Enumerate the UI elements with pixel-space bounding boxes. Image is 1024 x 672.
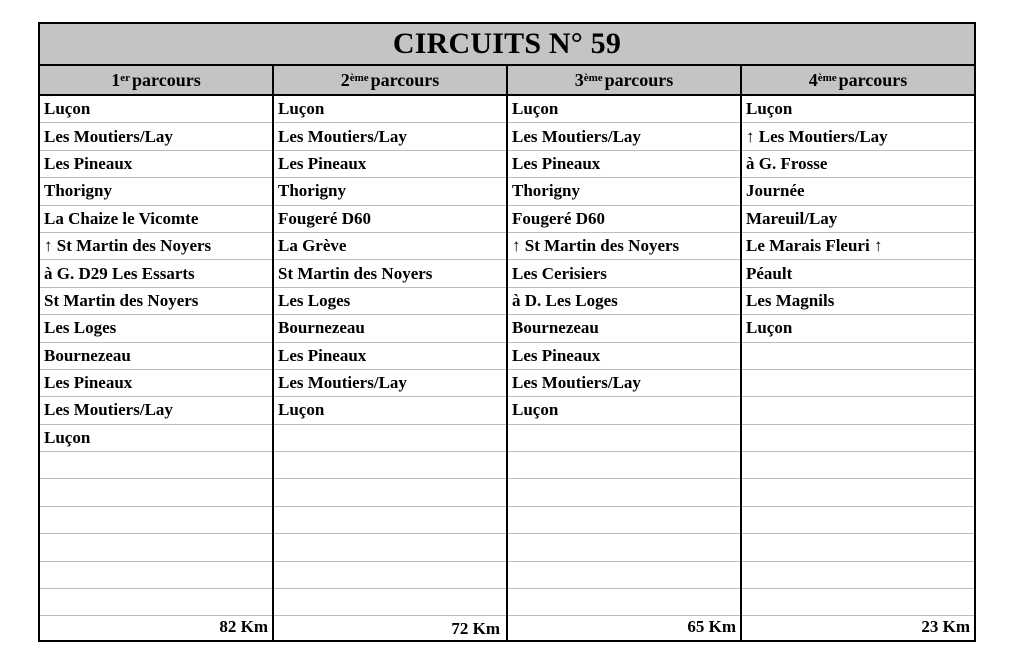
table-row — [40, 151, 272, 178]
stop-name: Les Magnils — [746, 290, 835, 310]
table-row — [274, 288, 506, 315]
table-row — [508, 534, 740, 561]
stop-name: Les Moutiers/Lay — [512, 126, 641, 146]
stop-name: à G. D29 Les Essarts — [44, 263, 195, 283]
table-row — [508, 562, 740, 589]
table-row — [40, 288, 272, 315]
stop-name: Les Moutiers/Lay — [278, 126, 407, 146]
stop-name: St Martin des Noyers — [44, 290, 199, 310]
table-row — [508, 452, 740, 479]
table-row — [508, 589, 740, 616]
table-row — [274, 233, 506, 260]
table-row — [742, 425, 974, 452]
table-row — [274, 562, 506, 589]
table-row — [274, 123, 506, 150]
route-distance: 23 Km — [921, 617, 970, 636]
stop-name: Bournezeau — [278, 318, 365, 338]
column-header-num: 2 — [340, 69, 350, 90]
column-header-sup: ème — [817, 72, 837, 84]
table-row — [508, 425, 740, 452]
stop-name: ↑ Les Moutiers/Lay — [746, 126, 888, 146]
table-row — [508, 343, 740, 370]
column-header-label: parcours — [838, 69, 908, 90]
table-row — [40, 562, 272, 589]
stop-name: à G. Frosse — [746, 153, 828, 173]
table-row — [742, 479, 974, 506]
stop-name: Luçon — [746, 318, 793, 338]
table-row — [40, 507, 272, 534]
stop-name: Les Pineaux — [512, 153, 601, 173]
table-row — [508, 123, 740, 150]
route-column-3 — [508, 96, 742, 640]
table-title: CIRCUITS N° 59 — [40, 24, 974, 66]
table-row — [508, 397, 740, 424]
column-header-2 — [274, 66, 508, 94]
table-row — [742, 233, 974, 260]
table-row — [274, 260, 506, 287]
column-header-num: 3 — [574, 69, 584, 90]
table-row — [40, 397, 272, 424]
table-row — [742, 397, 974, 424]
stop-name: Les Loges — [278, 290, 351, 310]
table-row — [274, 370, 506, 397]
header-row — [40, 66, 974, 96]
column-header-label: parcours — [370, 69, 440, 90]
stop-name: Thorigny — [512, 181, 581, 201]
table-row — [40, 479, 272, 506]
stop-name: Les Pineaux — [44, 373, 133, 393]
stop-name: Luçon — [278, 400, 325, 420]
route-distance: 72 Km — [451, 619, 500, 638]
table-row — [742, 315, 974, 342]
table-row — [274, 315, 506, 342]
table-row — [508, 233, 740, 260]
table-row — [508, 151, 740, 178]
table-row — [508, 96, 740, 123]
stop-name: Les Pineaux — [278, 345, 367, 365]
table-row — [742, 288, 974, 315]
column-header-label: parcours — [604, 69, 674, 90]
route-column-2 — [274, 96, 508, 640]
stop-name: Les Cerisiers — [512, 263, 607, 283]
table-body — [40, 96, 974, 640]
table-row — [274, 479, 506, 506]
stop-name: Bournezeau — [512, 318, 599, 338]
stop-name: Luçon — [512, 400, 559, 420]
table-row — [742, 534, 974, 561]
table-row — [40, 534, 272, 561]
table-row — [40, 233, 272, 260]
table-row — [742, 178, 974, 205]
table-row — [40, 425, 272, 452]
route-distance: 82 Km — [219, 617, 268, 636]
stop-name: Les Moutiers/Lay — [278, 373, 407, 393]
table-row — [742, 589, 974, 616]
route-distance: 65 Km — [687, 617, 736, 636]
table-row — [508, 288, 740, 315]
table-row — [274, 425, 506, 452]
table-row — [742, 343, 974, 370]
column-header-3 — [508, 66, 742, 94]
stop-name: La Chaize le Vicomte — [44, 208, 199, 228]
column-header-sup: ème — [583, 72, 603, 84]
table-row — [742, 206, 974, 233]
stop-name: Luçon — [44, 427, 91, 447]
stop-name: ↑ St Martin des Noyers — [44, 236, 212, 256]
table-row — [274, 397, 506, 424]
stop-name: La Grève — [278, 236, 347, 256]
stop-name: Les Pineaux — [44, 153, 133, 173]
table-row — [40, 123, 272, 150]
stop-name: Bournezeau — [44, 345, 131, 365]
stop-name: Thorigny — [44, 181, 113, 201]
table-row — [274, 507, 506, 534]
stop-name: Les Moutiers/Lay — [44, 400, 173, 420]
table-row — [508, 315, 740, 342]
stop-name: Les Moutiers/Lay — [44, 126, 173, 146]
table-row — [508, 507, 740, 534]
route-column-1 — [40, 96, 274, 640]
column-header-num: 4 — [808, 69, 818, 90]
table-row — [508, 370, 740, 397]
stop-name: Journée — [746, 181, 805, 201]
table-row — [742, 260, 974, 287]
table-row — [40, 260, 272, 287]
table-row — [274, 452, 506, 479]
table-row — [40, 206, 272, 233]
stop-name: Les Pineaux — [512, 345, 601, 365]
table-row — [274, 343, 506, 370]
stop-name: Les Loges — [44, 318, 117, 338]
table-row — [742, 370, 974, 397]
column-header-4 — [742, 66, 974, 94]
stop-name: Thorigny — [278, 181, 347, 201]
column-header-1 — [40, 66, 274, 94]
table-row — [742, 507, 974, 534]
table-row — [508, 479, 740, 506]
table-row — [742, 123, 974, 150]
stop-name: à D. Les Loges — [512, 290, 618, 310]
table-row — [40, 452, 272, 479]
route-column-4 — [742, 96, 974, 640]
table-row — [742, 452, 974, 479]
column-header-num: 1 — [111, 69, 121, 90]
stop-name: Les Moutiers/Lay — [512, 373, 641, 393]
column-header-sup: er — [120, 72, 131, 84]
table-row — [40, 315, 272, 342]
table-row — [274, 534, 506, 561]
column-header-sup: ème — [349, 72, 369, 84]
table-row — [274, 151, 506, 178]
stop-name: Les Pineaux — [278, 153, 367, 173]
stop-name: Luçon — [278, 99, 325, 119]
stop-name: ↑ St Martin des Noyers — [512, 236, 680, 256]
stop-name: St Martin des Noyers — [278, 263, 433, 283]
table-row — [274, 178, 506, 205]
table-row — [742, 151, 974, 178]
table-row — [274, 589, 506, 616]
table-row — [274, 96, 506, 123]
stop-name: Luçon — [746, 99, 793, 119]
stop-name: Le Marais Fleuri ↑ — [746, 236, 883, 256]
column-header-label: parcours — [132, 69, 201, 90]
table-row — [742, 562, 974, 589]
stop-name: Fougeré D60 — [512, 208, 606, 228]
stop-name: Fougeré D60 — [278, 208, 372, 228]
table-row — [508, 260, 740, 287]
circuits-table — [38, 22, 976, 642]
table-row — [40, 178, 272, 205]
table-row — [508, 178, 740, 205]
table-row — [40, 343, 272, 370]
table-row — [508, 206, 740, 233]
stop-name: Luçon — [44, 99, 91, 119]
table-row — [40, 370, 272, 397]
stop-name: Luçon — [512, 99, 559, 119]
table-row — [742, 96, 974, 123]
table-row — [40, 589, 272, 616]
stop-name: Mareuil/Lay — [746, 208, 838, 228]
stop-name: Péault — [746, 263, 793, 283]
table-row — [274, 206, 506, 233]
table-row — [40, 96, 272, 123]
